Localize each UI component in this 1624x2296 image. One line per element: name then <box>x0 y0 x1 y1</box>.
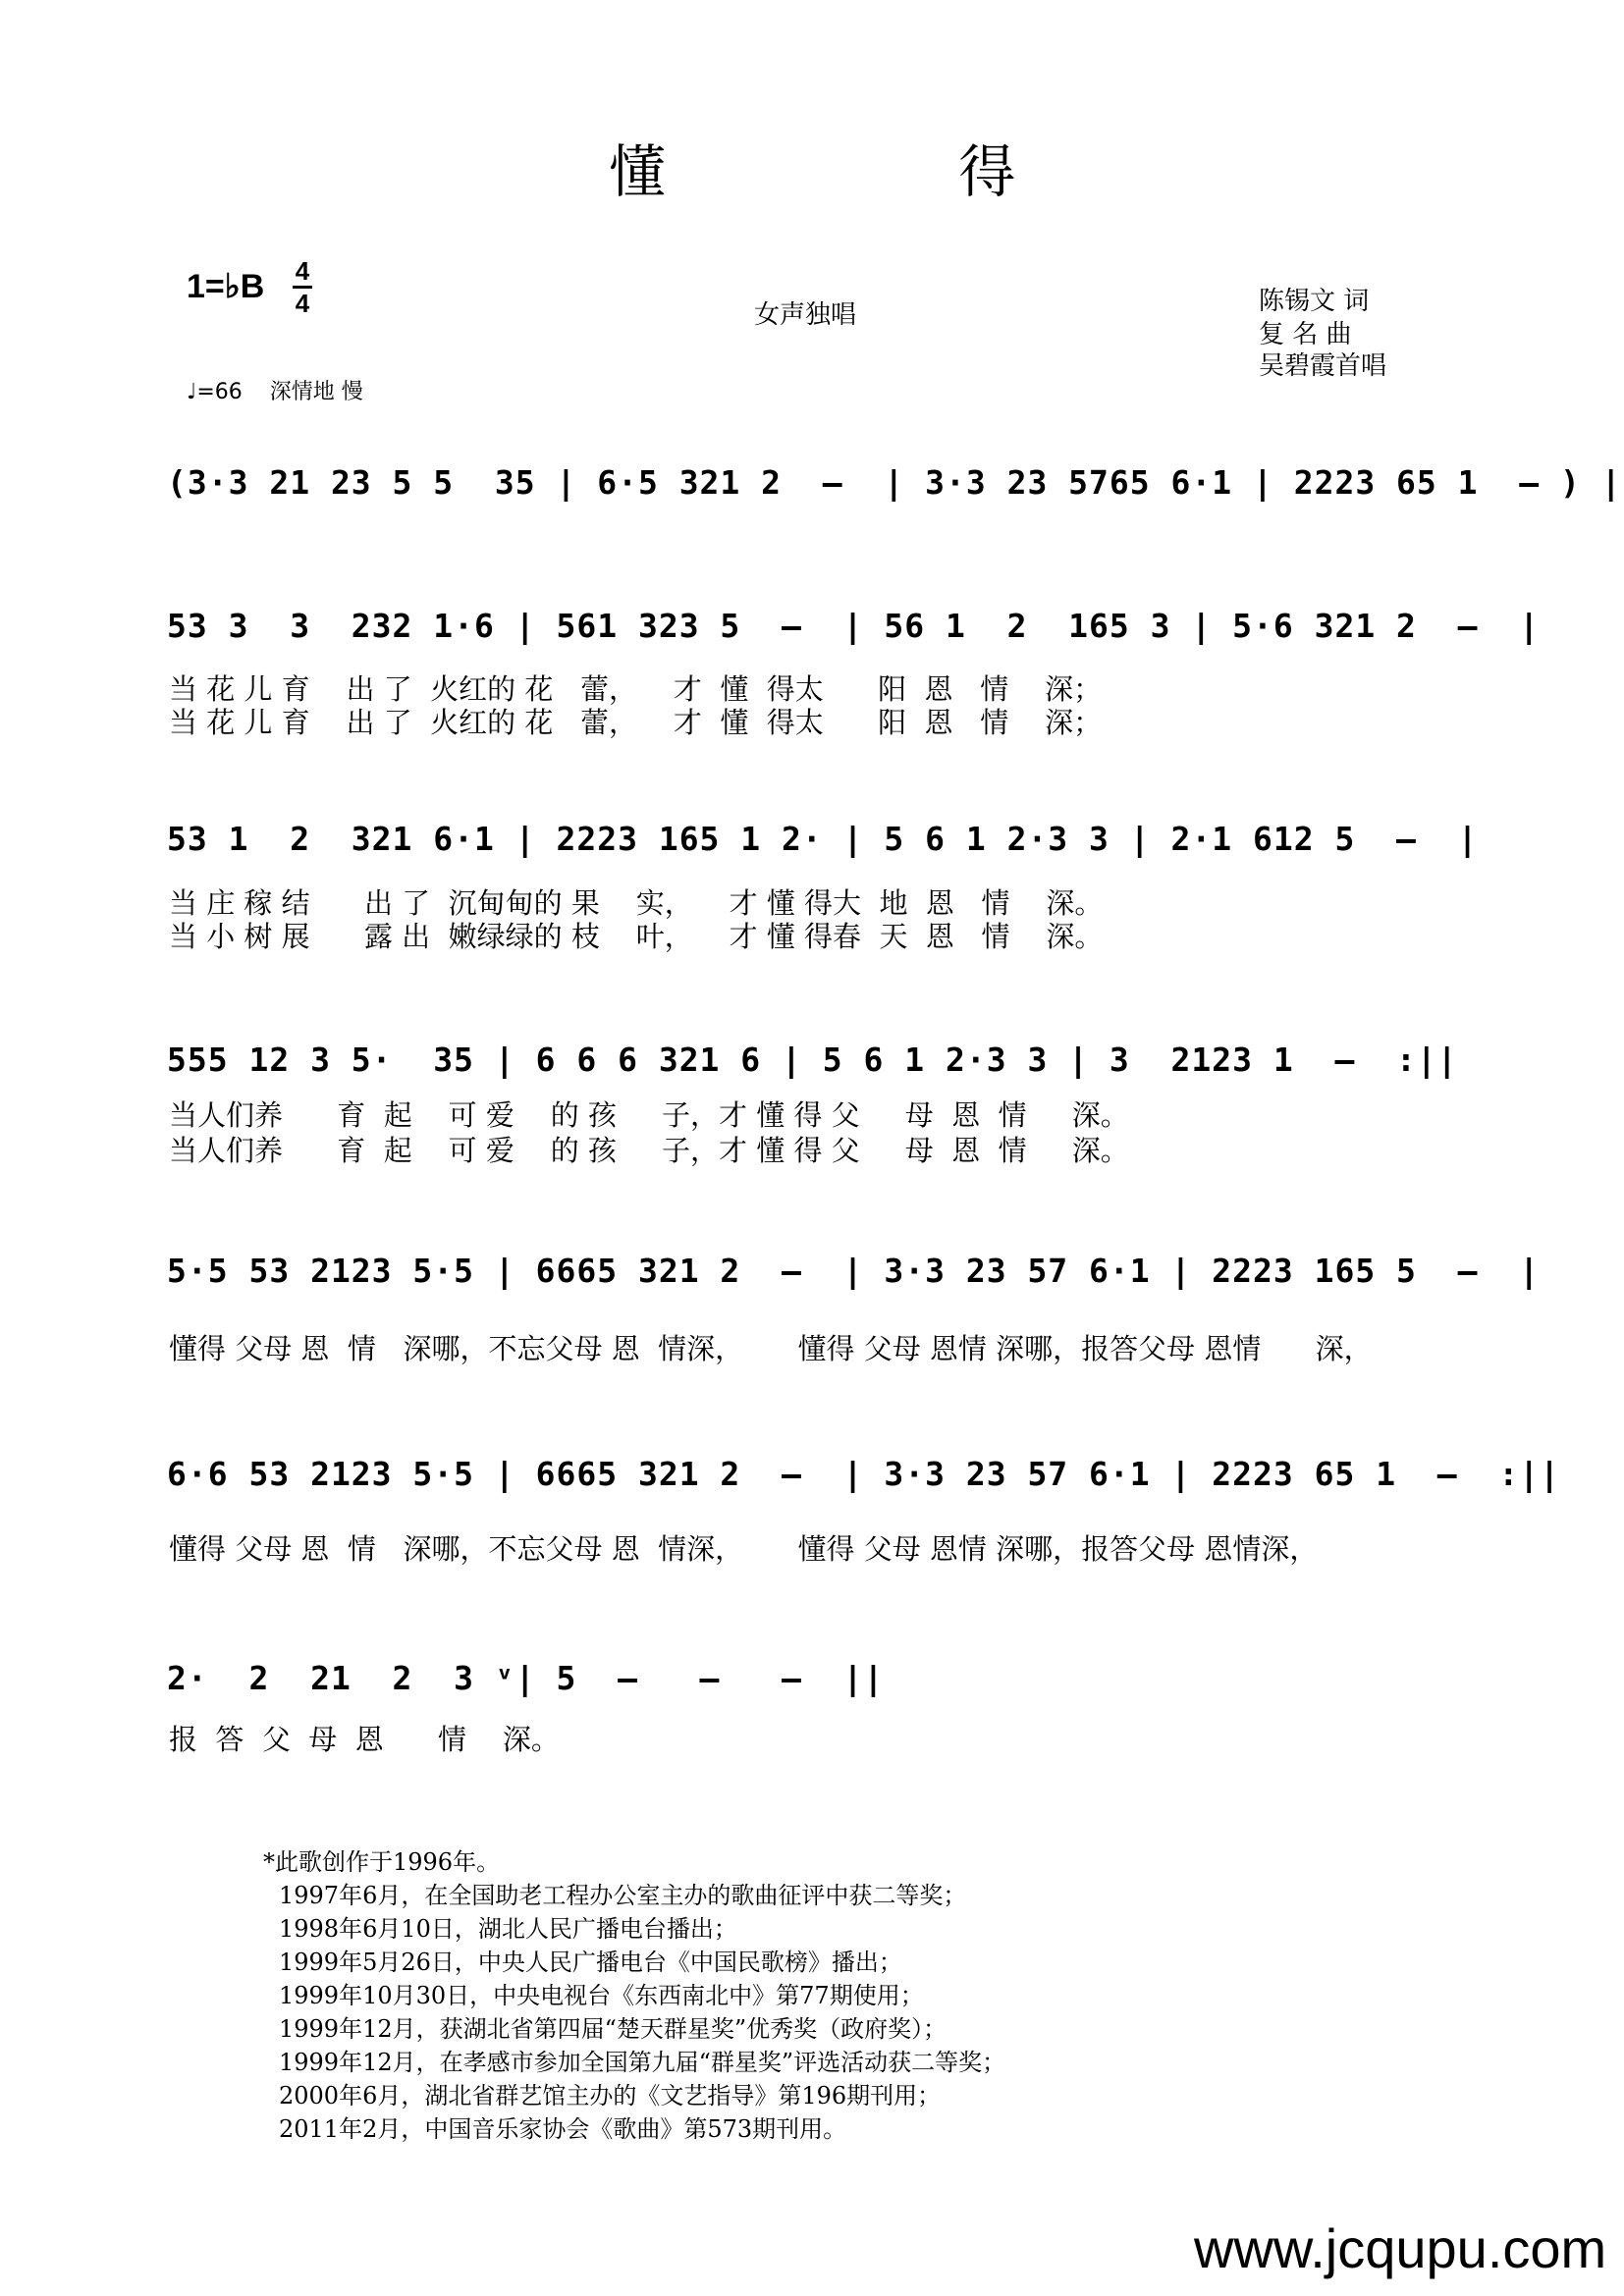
lyric-line-7: 报 答 父 母 恩 情 深。 <box>169 1723 560 1756</box>
footnote-line: 2011年2月，中国音乐家协会《歌曲》第573期刊用。 <box>279 2115 847 2143</box>
notation-line-4: 555 12 3 5· 35 | 6 6 6 321 6 | 5 6 1 2·3 3 | 3 2123 1 – :|| <box>167 1041 1458 1079</box>
footnote-line: 1997年6月，在全国助老工程办公室主办的歌曲征评中获二等奖； <box>279 1882 967 1909</box>
notation-line-3: 53 1 2 321 6·1 | 2223 165 1 2· | 5 6 1 2·3 3 | 2·1 612 5 – | <box>167 820 1479 858</box>
footnote-block <box>263 1845 1005 2146</box>
notation-line-2: 53 3 3 232 1·6 | 561 323 5 – | 56 1 2 165 3 | 5·6 321 2 – | <box>167 607 1541 645</box>
time-signature <box>293 257 312 317</box>
notation-line-5: 5·5 53 2123 5·5 | 6665 321 2 – | 3·3 23 57 6·1 | 2223 165 5 – | <box>167 1252 1541 1290</box>
time-sig-top: 4 <box>295 256 310 286</box>
watermark-url: www.jcqupu.com <box>1194 2217 1607 2279</box>
notation-line-6: 6·6 53 2123 5·5 | 6665 321 2 – | 3·3 23 57 6·1 | 2223 65 1 – :|| <box>167 1455 1561 1493</box>
footnote-line: *此歌创作于1996年。 <box>263 1848 501 1876</box>
footnote-line: 2000年6月，湖北省群艺馆主办的《文艺指导》第196期刊用； <box>279 2082 942 2109</box>
lyric-line-6: 懂得 父母 恩 情 深哪，不忘父母 恩 情深， 懂得 父母 恩情 深哪，报答父母 恩情深， <box>169 1532 1319 1566</box>
footnote-line: 1999年12月，获湖北省第四届“楚天群星奖”优秀奖（政府奖）； <box>279 2015 947 2043</box>
footnote-line: 1999年10月30日，中央电视台《东西南北中》第77期使用； <box>279 1982 924 2009</box>
lyric-line-4b: 当人们养 育 起 可 爱 的 孩 子，才 懂 得 父 母 恩 情 深。 <box>169 1134 1129 1167</box>
notation-line-1: (3·3 21 23 5 5 35 | 6·5 321 2 – | 3·3 23 5765 6·1 | 2223 65 1 – ) | <box>167 463 1622 502</box>
lyric-line-2b: 当 花 儿 育 出 了 火红的 花 蕾， 才 懂 得太 阳 恩 情 深； <box>169 706 1103 739</box>
footnote-line: 1998年6月10日，湖北人民广播电台播出； <box>279 1915 737 1943</box>
lyric-line-3b: 当 小 树 展 露 出 嫩绿绿的 枝 叶， 才 懂 得春 天 恩 情 深。 <box>169 920 1104 953</box>
credit-singer: 吴碧霞首唱 <box>1259 351 1387 381</box>
key-signature: 1=♭B <box>187 268 265 305</box>
notation-line-7: 2· 2 21 2 3 ᵛ| 5 – – – || <box>167 1659 885 1697</box>
footnote-line: 1999年5月26日，中央人民广播电台《中国民歌榜》播出； <box>279 1949 902 1976</box>
credit-lyricist: 陈锡文 词 <box>1259 287 1370 316</box>
tempo-marking: ♩=66 深情地 慢 <box>187 380 363 404</box>
performance-type: 女声独唱 <box>754 300 857 330</box>
song-title: 懂 得 <box>609 138 1154 205</box>
time-sig-bottom: 4 <box>295 289 310 318</box>
lyric-line-3a: 当 庄 稼 结 出 了 沉甸甸的 果 实， 才 懂 得大 地 恩 情 深。 <box>169 886 1104 920</box>
lyric-line-4a: 当人们养 育 起 可 爱 的 孩 子，才 懂 得 父 母 恩 情 深。 <box>169 1098 1129 1132</box>
lyric-line-5: 懂得 父母 恩 情 深哪，不忘父母 恩 情深， 懂得 父母 恩情 深哪，报答父母 恩情 深， <box>169 1332 1373 1365</box>
lyric-line-2a: 当 花 儿 育 出 了 火红的 花 蕾， 才 懂 得太 阳 恩 情 深； <box>169 672 1103 706</box>
footnote-line: 1999年12月，在孝感市参加全国第九届“群星奖”评选活动获二等奖； <box>279 2049 1006 2076</box>
credit-composer: 复 名 曲 <box>1259 320 1352 349</box>
